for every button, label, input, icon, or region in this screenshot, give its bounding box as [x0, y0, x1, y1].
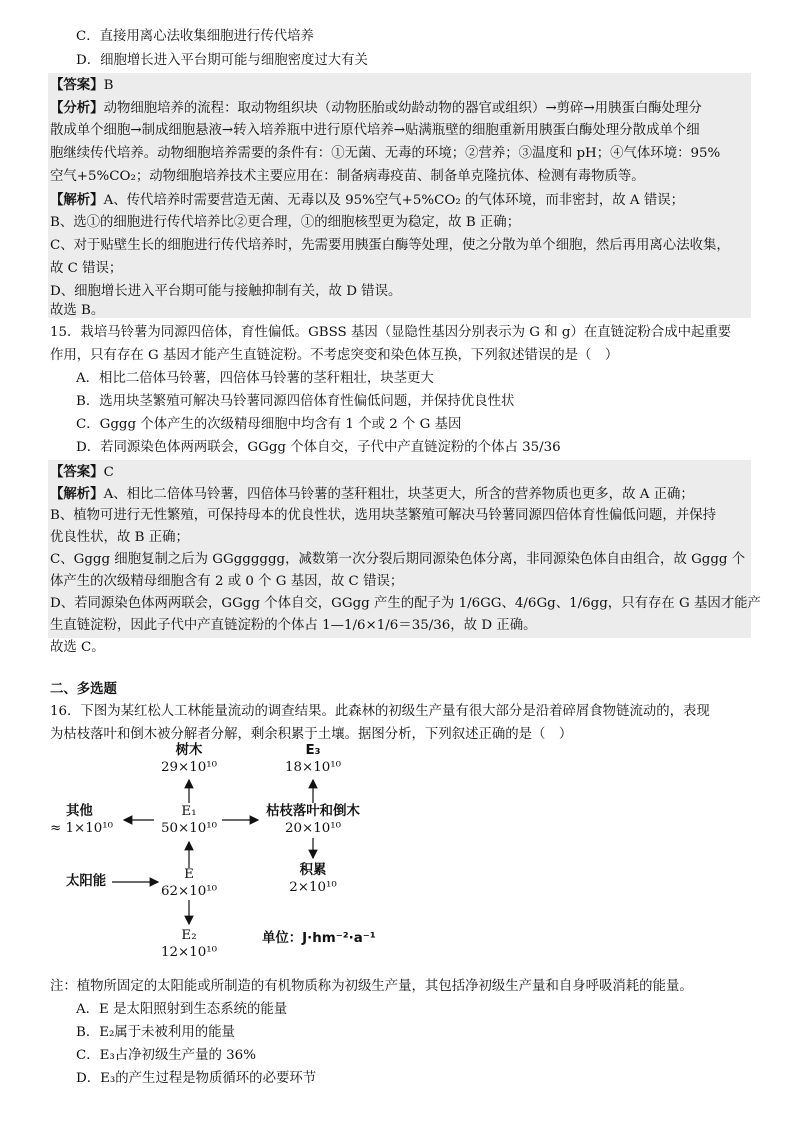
q15-option-b: B．选用块茎繁殖可解决马铃薯同源四倍体育性偏低问题，并保持优良性状: [76, 394, 515, 409]
q15-option-c: C．Gggg 个体产生的次级精母细胞中均含有 1 个或 2 个 G 基因: [76, 417, 462, 432]
section-title: 二、多选题: [50, 681, 117, 697]
q16-option-c: C．E₃占净初级生产量的 36%: [76, 1048, 256, 1063]
node-tree-value: 29×10¹⁰: [160, 760, 218, 775]
q16-note: 注：植物所固定的太阳能或所制造的有机物质称为初级生产量，其包括净初级生产量和自身呼吸消耗的能量。: [50, 979, 693, 994]
q15-explain-line: D、若同源染色体两两联会，GGgg 个体自交，GGgg 产生的配子为 1/6GG、4/6Gg、1/6gg，只有存在 G 基因才能产: [50, 596, 761, 611]
q14-explain-line: 【解析】A、传代培养时需要营造无菌、无毒以及 95%空气+5%CO₂ 的气体环境，而非密封，故 A 错误；: [50, 192, 685, 208]
q16-option-a: A．E 是太阳照射到生态系统的能量: [76, 1002, 288, 1017]
node-e-label: E: [184, 867, 194, 882]
q14-option-c: C．直接用离心法收集细胞进行传代培养: [76, 29, 314, 44]
node-e1-value: 50×10¹⁰: [160, 821, 218, 836]
node-e3-label: E₃: [305, 743, 321, 758]
node-other-value: ≈ 1×10¹⁰: [50, 821, 113, 836]
node-e2-label: E₂: [181, 928, 197, 943]
node-litter-value: 20×10¹⁰: [284, 821, 342, 836]
q15-explain-line: B、植物可进行无性繁殖，可保持母本的优良性状，选用块茎繁殖可解决马铃薯同源四倍体育性偏低问题，并保持: [50, 508, 716, 523]
q14-analysis-line: 空气+5%CO₂；动物细胞培养技术主要应用在：制备病毒疫苗、制备单克隆抗体、检测有毒物质等。: [50, 169, 645, 184]
q15-explain-line: 优良性状，故 B 正确；: [50, 530, 189, 545]
q14-explain-line: B、选①的细胞进行传代培养比②更合理，①的细胞核型更为稳定，故 B 正确；: [50, 215, 521, 230]
q14-answer: 【答案】B: [50, 77, 114, 93]
node-e-value: 62×10¹⁰: [160, 884, 218, 899]
q15-stem-line: 15．栽培马铃薯为同源四倍体，育性偏低。GBSS 基因（显隐性基因分别表示为 G 和 g）在直链淀粉合成中起重要: [50, 325, 732, 340]
q14-analysis-line: 【分析】动物细胞培养的流程：取动物组织块（动物胚胎或幼龄动物的器官或组织）→剪碎→用胰蛋白酶处理分: [50, 100, 702, 116]
q14-analysis-line: 散成单个细胞→制成细胞悬液→转入培养瓶中进行原代培养→贴满瓶壁的细胞重新用胰蛋白酶处理分散成单个细: [50, 123, 700, 138]
q15-stem-line: 作用，只有存在 G 基因才能产生直链淀粉。不考虑突变和染色体互换，下列叙述错误的是（ ）: [50, 348, 619, 363]
q16-option-b: B．E₂属于未被利用的能量: [76, 1025, 235, 1040]
q15-explain-line: C、Gggg 细胞复制之后为 GGgggggg，减数第一次分裂后期同源染色体分离，非同源染色体自由组合，故 Gggg 个: [50, 552, 746, 567]
q15-explain-line: 【解析】A、相比二倍体马铃薯，四倍体马铃薯的茎秆粗壮，块茎更大，所含的营养物质也更多，故 A 正确；: [50, 486, 694, 502]
q14-explain-line: D、细胞增长进入平台期可能与接触抑制有关，故 D 错误。: [50, 284, 402, 299]
q15-explain-line: 体产生的次级精母细胞含有 2 或 0 个 G 基因，故 C 错误；: [50, 574, 404, 589]
q15-option-d: D．若同源染色体两两联会，GGgg 个体自交，子代中产直链淀粉的个体占 35/36: [76, 440, 561, 455]
node-e2-value: 12×10¹⁰: [160, 945, 218, 960]
q14-explain-line: 故选 B。: [50, 303, 105, 318]
node-e3-value: 18×10¹⁰: [284, 760, 342, 775]
q16-stem-line: 16．下图为某红松人工林能量流动的调查结果。此森林的初级生产量有很大部分是沿着碎屑食物链流动的，表现: [50, 704, 710, 719]
q14-explain-line: C、对于贴壁生长的细胞进行传代培养时，先需要用胰蛋白酶等处理，使之分散为单个细胞，然后再用离心法收集，: [50, 238, 730, 253]
q16-stem-line: 为枯枝落叶和倒木被分解者分解，剩余积累于土壤。据图分析，下列叙述正确的是（ ）: [50, 727, 573, 742]
q15-explain-line: 生直链淀粉，因此子代中产直链淀粉的个体占 1—1/6×1/6＝35/36，故 D 正确。: [50, 618, 537, 633]
q14-analysis-line: 胞继续传代培养。动物细胞培养需要的条件有：①无菌、无毒的环境；②营养；③温度和 pH；④气体环境：95%: [50, 146, 721, 161]
diagram-unit: 单位：J·hm⁻²·a⁻¹: [262, 931, 376, 946]
q15-explain-line: 故选 C。: [50, 640, 105, 655]
node-sun-label: 太阳能: [66, 874, 107, 889]
q16-option-d: D．E₃的产生过程是物质循环的必要环节: [76, 1071, 317, 1086]
q15-option-a: A．相比二倍体马铃薯，四倍体马铃薯的茎秆粗壮，块茎更大: [76, 371, 434, 386]
node-e1-label: E₁: [181, 804, 197, 819]
node-tree-label: 树木: [175, 743, 203, 758]
q14-option-d: D．细胞增长进入平台期可能与细胞密度过大有关: [76, 53, 368, 68]
q15-answer: 【答案】C: [50, 464, 114, 480]
node-accum-label: 积累: [299, 863, 327, 878]
q14-explain-line: 故 C 错误；: [50, 261, 123, 276]
node-accum-value: 2×10¹⁰: [289, 880, 337, 895]
node-litter-label: 枯枝落叶和倒木: [266, 804, 360, 819]
node-other-label: 其他: [66, 804, 93, 819]
